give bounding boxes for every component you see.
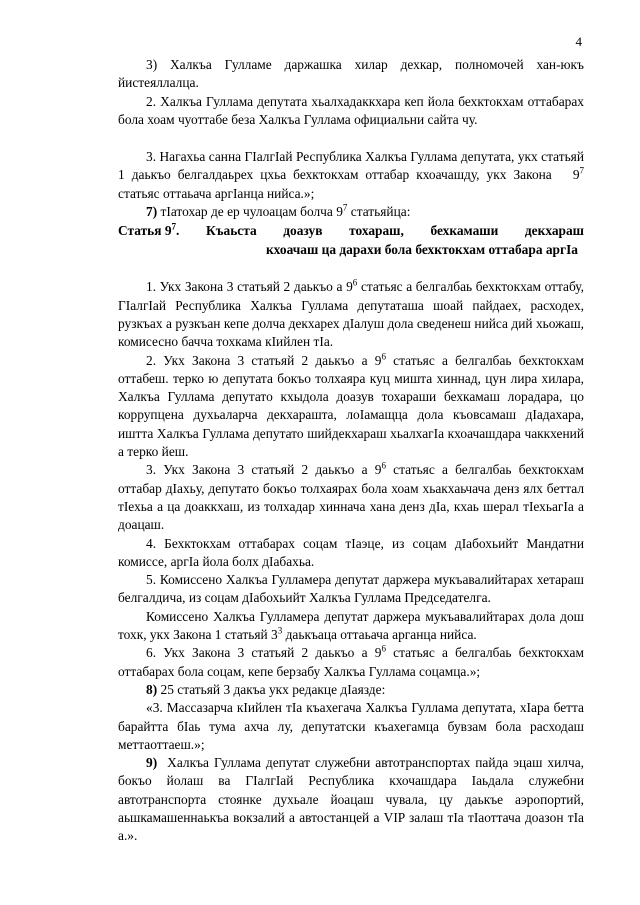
paragraph: 8) 25 статьяй 3 дакъа укх редакце дIаязде: <box>146 681 386 697</box>
page-number: 4 <box>575 34 582 49</box>
document-body <box>118 56 584 846</box>
paragraph: 2. Халкъа Гуллама депутата хьалхадаккхара кеп йола бехктокхам оттабарах бола хоам чуоттабе беза Халкъа Гуллама официальни сайта чу. <box>118 93 584 127</box>
paragraph: 7) тIатохар де ер чулоацам болча $9^7$ статьяйца: <box>146 202 411 220</box>
article-title-line1: . Къаьста доазув тохараш, бехкамаши декхараш <box>176 223 584 239</box>
paragraph: 9) Халкъа Гуллама депутат служебни автотранспортах пайда эцаш хилча, бокъо йолаш ва ГIалгIай Республика кхочашдара Iаьдала служебни автотранспорта стоянке духьале йоацаш чувала, цу даькъе аэропортий, аьшкамашеннаькъа вокзалий а автостанцей а VIP залаш тIа тIаоттача доазон тIа а.». <box>118 755 584 844</box>
paragraph: 4. Бехктокхам оттабарах соцам тIаэце, из соцам дIабохьийт Мандатни комиссе, аргIа йола болх дIабахьа. <box>118 535 584 569</box>
article-heading <box>118 222 584 259</box>
paragraph: 6. Укх Закона 3 статьяй 2 даькъо а $9^6$ статьяс а белгалбаь бехктокхам оттабарах бола соцам, кепе берзабу Халкъа Гуллама соцамца.»; <box>118 643 584 679</box>
paragraph: 1. Укх Закона 3 статьяй 2 даькъо а $9^6$ статьяс а белгалбаь бехктокхам оттабу, ГIалгIай Республика Халкъа Гуллама депутаташа шоай пайдаех, расходех, рузкъах а рузкъан кепе долча декхарех дIалуш дола сведенеш нийса дий хьожаш, комисесно бачча тохкама кIийлен тIа. <box>118 277 584 350</box>
paragraph: 3) Халкъа Гулламе даржашка хилар дехкар, полномочей хан-юкъ йистеяллалца. <box>118 57 584 91</box>
paragraph: Комиссено Халкъа Гулламера депутат даржера мукъавалийтарах дола дош тохк, укх Закона 1 статьяй $3^3$ даькъаца оттаьача арганца нийса. <box>118 608 584 643</box>
paragraph: 3. Укх Закона 3 статьяй 2 даькъо а $9^6$ статьяс а белгалбаь бехктокхам оттабар дIахьу, депутато бокъо толхаярах бола хоам хьакхаьчача денз ялх беттал тIехьа а ца доаккхаш, из толхадар хиннача хана денз дIа, кхаь шерал тIехьагIа а доацаш. <box>118 460 584 533</box>
paragraph: 2. Укх Закона 3 статьяй 2 даькъо а $9^6$ статьяс а белгалбаь бехктокхам оттабеш. терко ю депутата бокъо толхаяра куц мишта хиннад, цун лира хилара, Халкъа Гуллама депутато кхыдола доазув тохараши бехкамаш лорадара, цо коррупцена духьаларча декхараштa, лоIамащца дола къовсамаш дIадахара, иштта Халкъа Гуллама депутато шийдекхараш хьалхагIа кхоачашдара чаккхений а терко йеш. <box>118 351 584 460</box>
paragraph: 5. Комиссено Халкъа Гулламера депутат даржера мукъавалийтарах хетараш белгалдича, из соцам дIабохьийт Халкъа Гуллама Председателга. <box>118 572 584 606</box>
paragraph: «3. Массазарча кIийлен тIа къахегача Халкъа Гуллама депутата, хIара бетта барайтта бIаь тума ахча лу, депутатски къахегамца бувзам бола расходаш меттаоттаеш.»; <box>118 700 584 752</box>
article-title-line2: кхоачаш ца дарахи бола бехктокхам оттабара аргIа <box>265 241 578 257</box>
article-number: Статья $9^7$ <box>118 221 177 239</box>
paragraph: 3. Нагахьа санна ГIалгIай Республика Халкъа Гуллама депутата, укх статьяй 1 даькъо белгалдаьрех цхьа бехктокхам оттабар кхоачашду, укх Закона $9^7$ статьяс оттаьача аргIанца нийса.»; <box>118 149 585 201</box>
